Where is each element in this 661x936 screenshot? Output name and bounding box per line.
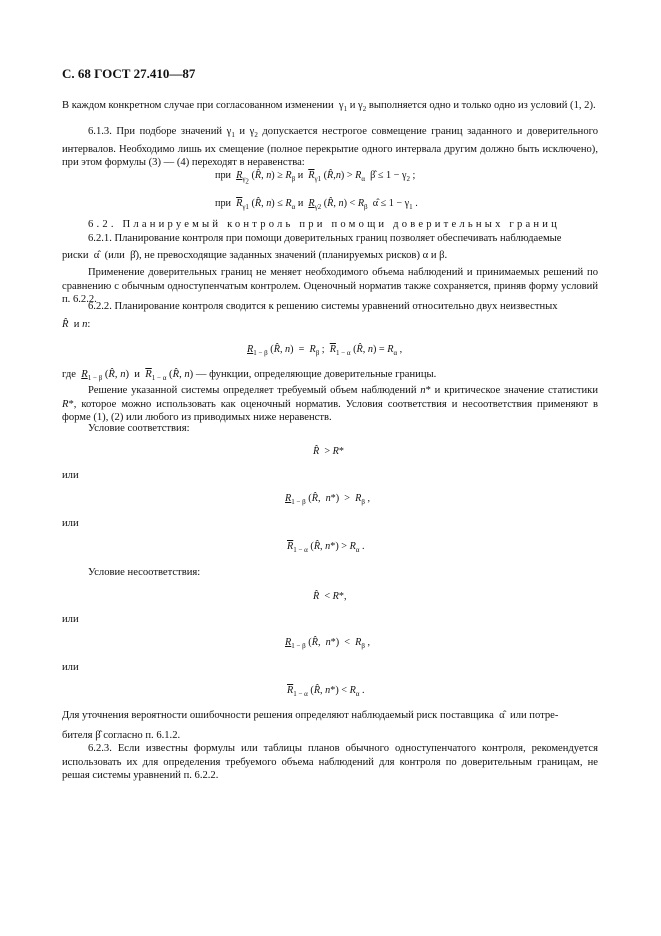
formula-1: при $R_{\gamma_2}$ (R̂, $n) \ge R_\beta$ и $\overline{R}_{\gamma 1}$ (R̂,n) > $R_\alpha$ β̂ ≤ $1 - \gamma_2$ ; <box>215 170 416 186</box>
paragraph-refine-line1: Для уточнения вероятности ошибочности решения определяют наблюдаемый риск поставщика α̂ или потре- <box>62 710 559 721</box>
condition-noncompliance-label: Условие несоответствия: <box>88 567 201 578</box>
paragraph-6-2-1-line2: риски α̂ (или β̂), не превосходящие заданных значений (планируемых рисков) α и β. <box>62 250 448 261</box>
paragraph-6-2-2-line1: 6.2.2. Планирование контроля сводится к решению системы уравнений относительно двух неизвестных <box>88 301 558 312</box>
page-header: С. 68 ГОСТ 27.410—87 <box>62 66 196 81</box>
formula-6: $\overline{R}_{1 - \alpha}$ (R̂, $n*) > R_\alpha$ . <box>287 541 365 555</box>
or-label-2: или <box>62 518 79 529</box>
formula-5: $R_{1 - \beta}$ (R̂, $n*) > R_\beta$ , <box>285 493 370 507</box>
formula-9: $\overline{R}_{1 - \alpha}$ (R̂, $n*) < R_\alpha$ . <box>287 685 365 699</box>
paragraph-6-2-2-line2: R̂ и n: <box>62 319 91 330</box>
paragraph-refine-line2: бителя β̂ согласно п. 6.1.2. <box>62 730 181 741</box>
paragraph-6-2-1-cont: Применение доверительных границ не меняет необходимого объема наблюдений и принимаемых решений по сравнению с обычным одноступенчатым контролем. Оценочный норматив также сохраняется, приняв форму условий п. 6.2.2. <box>62 267 598 306</box>
paragraph-where: где $R_{1 - \beta}$ (R̂, n) и $\overline{R}_{1 - \alpha}$ (R̂, n) — функции, определяющие доверительные границы. <box>62 369 437 383</box>
condition-compliance-label: Условие соответствия: <box>88 423 190 434</box>
formula-4: R̂ > R* <box>313 446 344 457</box>
paragraph-6-1-3: 6.1.3. При подборе значений $\gamma_1$ и $\gamma_2$ допускается нестрогое совмещение границ заданного и доверительного интервалов. Необходимо лишь их смещение (полное перекрытие одного интервала другим должно быть исключено), при этом формулы (3) — (4) переходят в неравенства: <box>62 126 598 169</box>
paragraph-conditions: В каждом конкретном случае при согласованном изменении $\gamma_1$ и $\gamma_2$ выполняется одно и только одно из условий (1, 2). <box>62 100 596 114</box>
section-6-2-title: 6.2. Планируемый контроль при помощи доверительных границ <box>88 219 560 230</box>
formula-8: $R_{1 - \beta}$ (R̂, $n*) < R_\beta$ , <box>285 637 370 651</box>
formula-system: $R_{1 - \beta}$ (R̂, $n) = R_\beta$ ; $\overline{R}_{1 - \alpha}$ (R̂, $n) = R_\alpha$ , <box>247 344 403 358</box>
or-label-3: или <box>62 614 79 625</box>
formula-7: R̂ < R*, <box>313 591 347 602</box>
paragraph-solution: Решение указанной системы определяет требуемый объем наблюдений n* и критическое значение статистики R*, которое можно использовать как оценочный норматив. Условия соответствия и несоответствия применяют в форме (1), (2) или любого из приводимых ниже неравенств. <box>62 385 598 424</box>
or-label-4: или <box>62 662 79 673</box>
paragraph-6-2-3: 6.2.3. Если известны формулы или таблицы планов обычного одноступенчатого контроля, рекомендуется использовать их для определения требуемого объема наблюдений для контроля по доверительным границам, не решая системы уравнений п. 6.2.2. <box>62 743 598 782</box>
or-label-1: или <box>62 470 79 481</box>
paragraph-6-2-1-line1: 6.2.1. Планирование контроля при помощи доверительных границ позволяет обеспечивать наблюдаемые <box>88 233 562 244</box>
formula-2: при $\overline{R}_{\gamma 1}$ (R̂, $n) \le R_\alpha$ и $R_{\gamma 2}$ (R̂, $n) < R_\beta$ α̂ ≤ $1 - \gamma_1$ . <box>215 198 418 212</box>
